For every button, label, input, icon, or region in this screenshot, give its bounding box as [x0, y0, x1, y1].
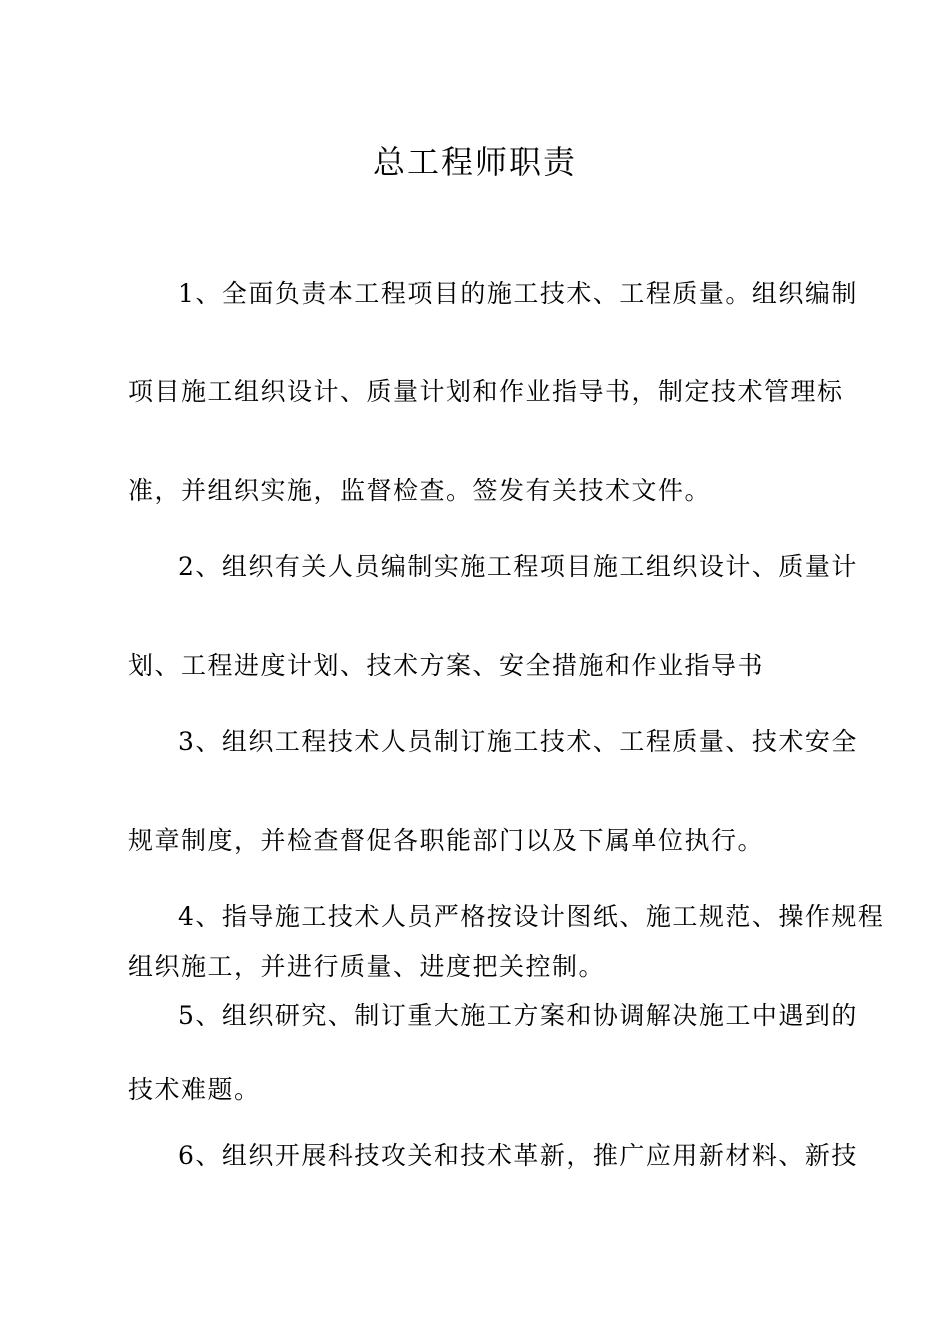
duty-4-line-1: 4、指导施工技术人员严格按设计图纸、施工规范、操作规程 — [178, 902, 885, 931]
duty-3-line-1: 3、组织工程技术人员制订施工技术、工程质量、技术安全 — [178, 727, 858, 756]
duty-6-line-1: 6、组织开展科技攻关和技术革新，推广应用新材料、新技 — [178, 1141, 858, 1170]
duty-2-line-2: 划、工程进度计划、技术方案、安全措施和作业指导书 — [128, 651, 765, 680]
duty-1-line-3: 准，并组织实施，监督检查。签发有关技术文件。 — [128, 476, 712, 505]
duty-4-line-2: 组织施工，并进行质量、进度把关控制。 — [128, 952, 606, 981]
duty-1-line-2: 项目施工组织设计、质量计划和作业指导书，制定技术管理标 — [128, 377, 844, 406]
duty-3-line-2: 规章制度，并检查督促各职能部门以及下属单位执行。 — [128, 826, 765, 855]
duty-1-line-1: 1、全面负责本工程项目的施工技术、工程质量。组织编制 — [178, 279, 858, 308]
duty-5-line-2: 技术难题。 — [128, 1075, 261, 1104]
duty-2-line-1: 2、组织有关人员编制实施工程项目施工组织设计、质量计 — [178, 552, 858, 581]
duty-5-line-1: 5、组织研究、制订重大施工方案和协调解决施工中遇到的 — [178, 1001, 858, 1030]
document-title: 总工程师职责 — [372, 143, 577, 181]
